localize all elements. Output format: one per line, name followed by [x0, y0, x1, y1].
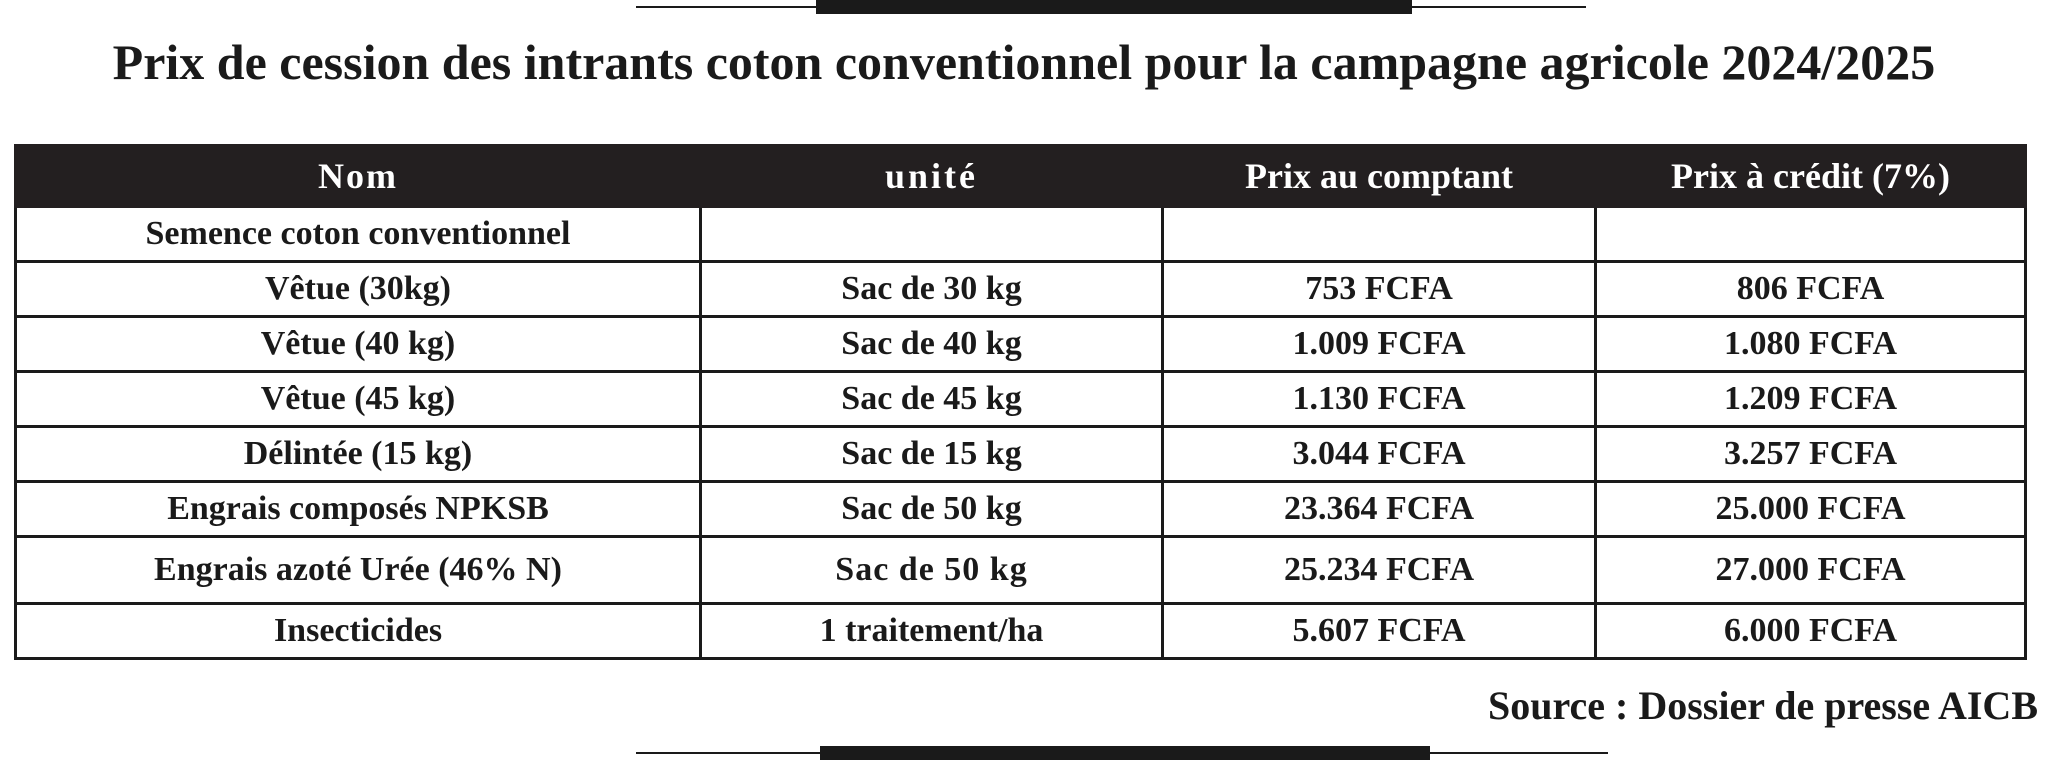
cell-nom: Engrais composés NPKSB [16, 482, 701, 537]
table-row [16, 482, 2026, 537]
cell-prix-credit [1596, 207, 2026, 262]
top-decorative-rule [0, 0, 2048, 16]
column-header-unite: unité [701, 146, 1163, 207]
cell-nom: Vêtue (45 kg) [16, 372, 701, 427]
column-header-nom: Nom [16, 146, 701, 207]
cell-nom: Semence coton conventionnel [16, 207, 701, 262]
cell-unite: 1 traitement/ha [701, 604, 1163, 659]
cell-unite: Sac de 30 kg [701, 262, 1163, 317]
cell-prix-credit: 25.000 FCFA [1596, 482, 2026, 537]
cell-prix-comptant: 5.607 FCFA [1163, 604, 1596, 659]
cell-unite: Sac de 45 kg [701, 372, 1163, 427]
table-header-row [16, 146, 2026, 207]
cell-prix-comptant: 753 FCFA [1163, 262, 1596, 317]
page-title: Prix de cession des intrants coton conventionnel pour la campagne agricole 2024/2025 [112, 34, 1936, 90]
cell-prix-comptant: 1.130 FCFA [1163, 372, 1596, 427]
column-header-prix-credit: Prix à crédit (7%) [1596, 146, 2026, 207]
price-table [14, 144, 2027, 660]
table-row [16, 372, 2026, 427]
cell-nom: Délintée (15 kg) [16, 427, 701, 482]
table-row [16, 317, 2026, 372]
cell-prix-comptant [1163, 207, 1596, 262]
cell-nom: Vêtue (40 kg) [16, 317, 701, 372]
cell-nom: Engrais azoté Urée (46% N) [16, 537, 701, 604]
cell-unite: Sac de 50 kg [701, 482, 1163, 537]
cell-prix-comptant: 23.364 FCFA [1163, 482, 1596, 537]
cell-unite: Sac de 40 kg [701, 317, 1163, 372]
cell-unite [701, 207, 1163, 262]
table-row [16, 427, 2026, 482]
cell-prix-comptant: 3.044 FCFA [1163, 427, 1596, 482]
cell-prix-credit: 1.080 FCFA [1596, 317, 2026, 372]
table-row [16, 262, 2026, 317]
source-credit: Source : Dossier de presse AICB [1488, 683, 2038, 728]
cell-prix-comptant: 1.009 FCFA [1163, 317, 1596, 372]
cell-prix-credit: 27.000 FCFA [1596, 537, 2026, 604]
column-header-prix-comptant: Prix au comptant [1163, 146, 1596, 207]
table-row [16, 604, 2026, 659]
cell-unite: Sac de 15 kg [701, 427, 1163, 482]
bottom-decorative-rule [0, 746, 2048, 762]
cell-prix-comptant: 25.234 FCFA [1163, 537, 1596, 604]
cell-unite: Sac de 50 kg [701, 537, 1163, 604]
cell-prix-credit: 1.209 FCFA [1596, 372, 2026, 427]
cell-nom: Vêtue (30kg) [16, 262, 701, 317]
cell-nom: Insecticides [16, 604, 701, 659]
table-row [16, 537, 2026, 604]
cell-prix-credit: 3.257 FCFA [1596, 427, 2026, 482]
cell-prix-credit: 806 FCFA [1596, 262, 2026, 317]
cell-prix-credit: 6.000 FCFA [1596, 604, 2026, 659]
table-row [16, 207, 2026, 262]
